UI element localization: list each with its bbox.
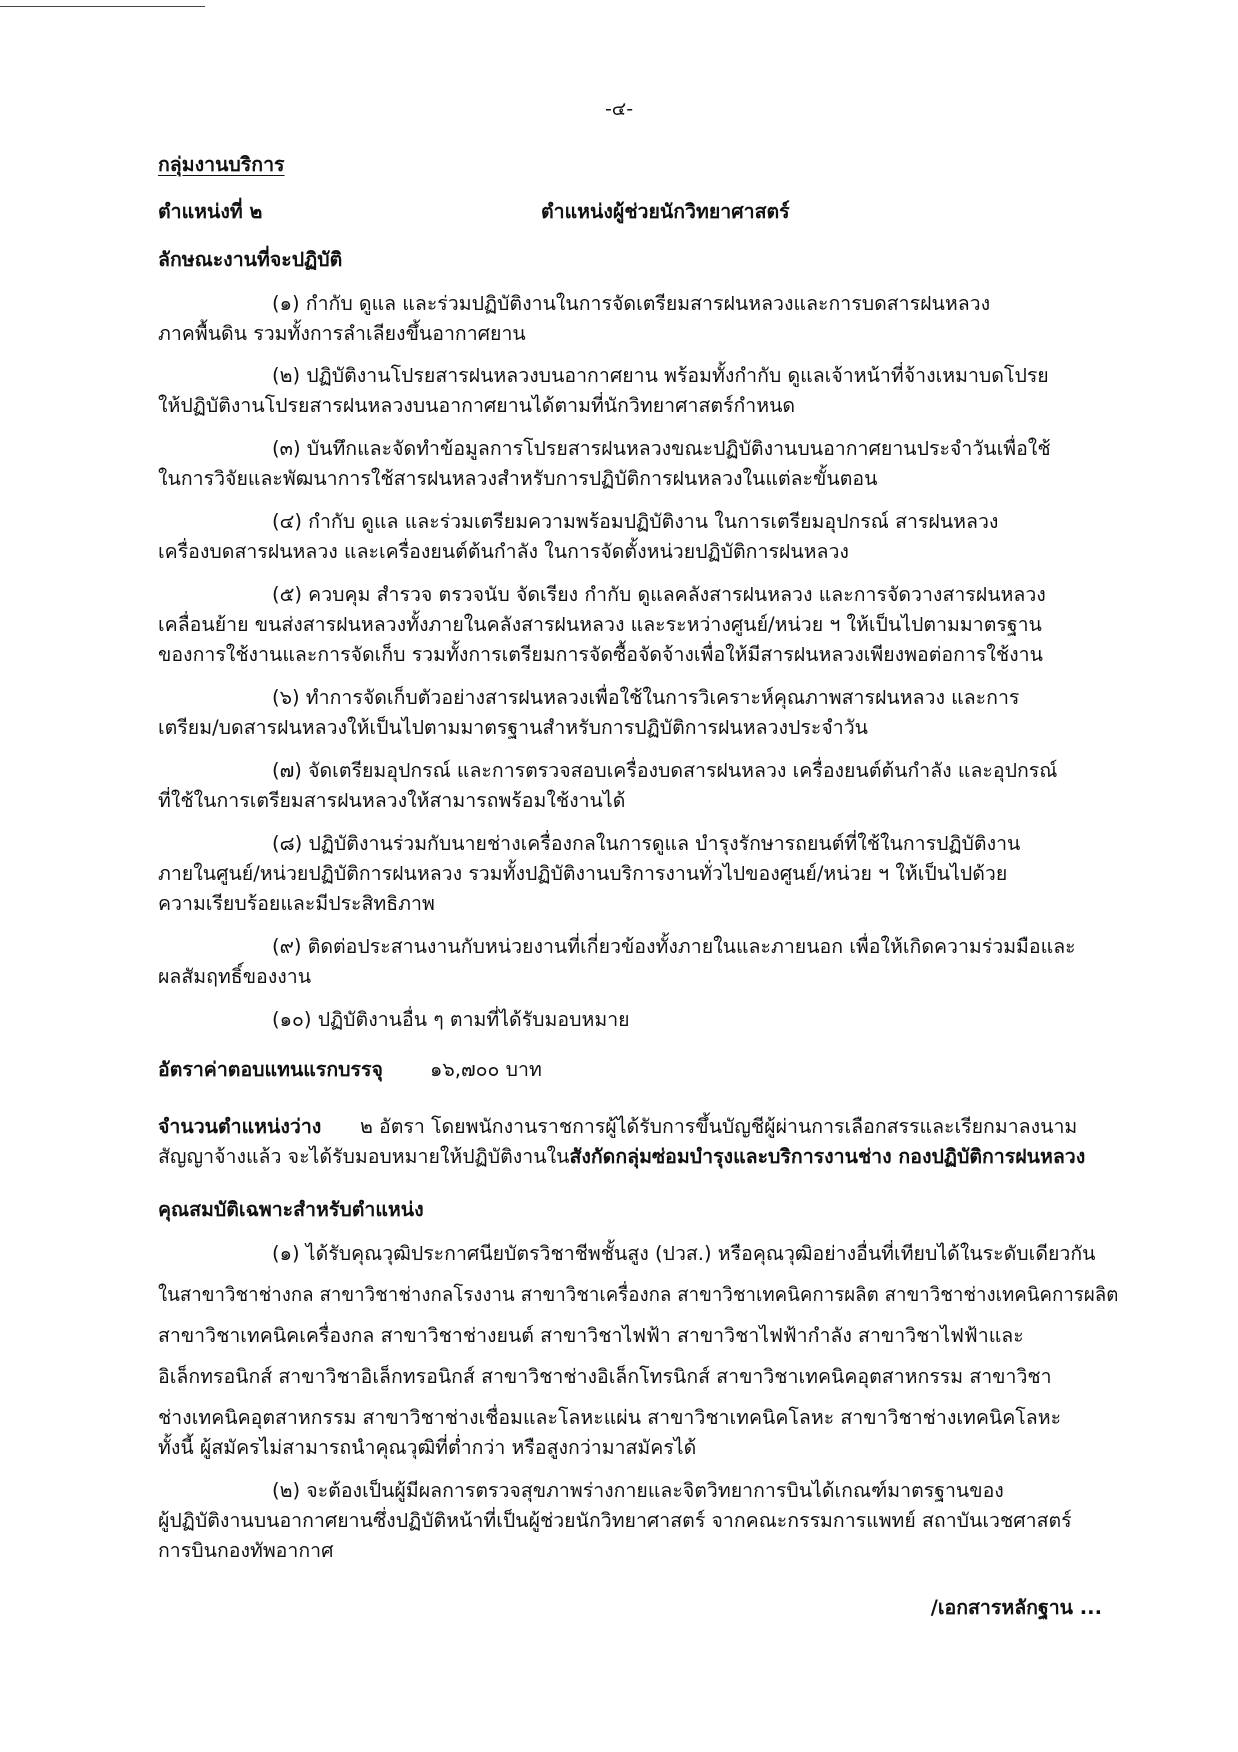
qualification-2-cont1: ผู้ปฏิบัติงานบนอากาศยานซึ่งปฏิบัติหน้าที่เป็นผู้ช่วยนักวิทยาศาสตร์ จากคณะกรรมการแพทย์ สถาบันเวชศาสตร์ bbox=[158, 1509, 1072, 1532]
duty-9: (๙) ติดต่อประสานงานกับหน่วยงานที่เกี่ยวข้องทั้งภายในและภายนอก เพื่อให้เกิดความร่วมมือและ bbox=[272, 935, 1076, 958]
qualification-2: (๒) จะต้องเป็นผู้มีผลการตรวจสุขภาพร่างกายและจิตวิทยาการบินได้เกณฑ์มาตรฐานของ bbox=[272, 1479, 1004, 1502]
duty-1-cont: ภาคพื้นดิน รวมทั้งการลำเลียงขึ้นอากาศยาน bbox=[158, 322, 526, 345]
vacancy-line-1: ๒ อัตรา โดยพนักงานราชการผู้ได้รับการขึ้นบัญชีผู้ผ่านการเลือกสรรและเรียกมาลงนาม bbox=[360, 1115, 1078, 1138]
duty-5: (๕) ควบคุม สำรวจ ตรวจนับ จัดเรียง กำกับ ดูแลคลังสารฝนหลวง และการจัดวางสารฝนหลวง bbox=[272, 583, 1046, 606]
qualification-1-cont1: ในสาขาวิชาช่างกล สาขาวิชาช่างกลโรงงาน สาขาวิชาเครื่องกล สาขาวิชาเทคนิคการผลิต สาขาวิชาช่างเทคนิคการผลิต bbox=[158, 1283, 1119, 1306]
scan-edge-line bbox=[0, 6, 205, 7]
continuation-note: /เอกสารหลักฐาน ... bbox=[930, 1596, 1102, 1619]
vacancy-label: จำนวนตำแหน่งว่าง bbox=[158, 1115, 322, 1138]
duty-6-cont: เตรียม/บดสารฝนหลวงให้เป็นไปตามมาตรฐานสำหรับการปฏิบัติการฝนหลวงประจำวัน bbox=[158, 716, 868, 739]
page-number: -๔- bbox=[604, 98, 634, 120]
qualification-1-cont2: สาขาวิชาเทคนิคเครื่องกล สาขาวิชาช่างยนต์ สาขาวิชาไฟฟ้า สาขาวิชาไฟฟ้ากำลัง สาขาวิชาไฟฟ้าและ bbox=[158, 1324, 1024, 1347]
qualification-2-cont2: การบินกองทัพอากาศ bbox=[158, 1539, 334, 1562]
duties-heading: ลักษณะงานที่จะปฏิบัติ bbox=[158, 248, 343, 271]
duty-7-cont: ที่ใช้ในการเตรียมสารฝนหลวงให้สามารถพร้อมใช้งานได้ bbox=[158, 789, 626, 812]
duty-8: (๘) ปฏิบัติงานร่วมกับนายช่างเครื่องกลในการดูแล บำรุงรักษารถยนต์ที่ใช้ในการปฏิบัติงาน bbox=[272, 832, 1021, 855]
duty-6: (๖) ทำการจัดเก็บตัวอย่างสารฝนหลวงเพื่อใช้ในการวิเคราะห์คุณภาพสารฝนหลวง และการ bbox=[272, 686, 1020, 709]
salary-label: อัตราค่าตอบแทนแรกบรรจุ bbox=[158, 1058, 383, 1081]
duty-2-cont: ให้ปฏิบัติงานโปรยสารฝนหลวงบนอากาศยานได้ตามที่นักวิทยาศาสตร์กำหนด bbox=[158, 394, 796, 417]
position-title: ตำแหน่งผู้ช่วยนักวิทยาศาสตร์ bbox=[541, 200, 790, 223]
qualifications-heading: คุณสมบัติเฉพาะสำหรับตำแหน่ง bbox=[158, 1198, 424, 1221]
salary-value: ๑๖,๗๐๐ บาท bbox=[430, 1058, 542, 1081]
duty-8-cont2: ความเรียบร้อยและมีประสิทธิภาพ bbox=[158, 892, 435, 915]
qualification-1-cont3: อิเล็กทรอนิกส์ สาขาวิชาอิเล็กทรอนิกส์ สาขาวิชาช่างอิเล็กโทรนิกส์ สาขาวิชาเทคนิคอุตสาหกรรม สาขาวิชา bbox=[158, 1365, 1052, 1388]
duty-9-cont: ผลสัมฤทธิ์ของงาน bbox=[158, 965, 312, 988]
qualification-1-cont4: ช่างเทคนิคอุตสาหกรรม สาขาวิชาช่างเชื่อมและโลหะแผ่น สาขาวิชาเทคนิคโลหะ สาขาวิชาช่างเทคนิคโลหะ bbox=[158, 1406, 1062, 1429]
position-label: ตำแหน่งที่ ๒ bbox=[158, 200, 263, 223]
duty-5-cont2: ของการใช้งานและการจัดเก็บ รวมทั้งการเตรียมการจัดซื้อจัดจ้างเพื่อให้มีสารฝนหลวงเพียงพอต่อการใช้งาน bbox=[158, 643, 1043, 666]
duty-4: (๔) กำกับ ดูแล และร่วมเตรียมความพร้อมปฏิบัติงาน ในการเตรียมอุปกรณ์ สารฝนหลวง bbox=[272, 510, 999, 533]
duty-10: (๑๐) ปฏิบัติงานอื่น ๆ ตามที่ได้รับมอบหมาย bbox=[272, 1008, 630, 1031]
duty-3-cont: ในการวิจัยและพัฒนาการใช้สารฝนหลวงสำหรับการปฏิบัติการฝนหลวงในแต่ละขั้นตอน bbox=[158, 467, 878, 490]
duty-2: (๒) ปฏิบัติงานโปรยสารฝนหลวงบนอากาศยาน พร้อมทั้งกำกับ ดูแลเจ้าหน้าที่จ้างเหมาบดโปรย bbox=[272, 364, 1049, 387]
vacancy-line-2 bbox=[158, 1143, 1085, 1171]
duty-7: (๗) จัดเตรียมอุปกรณ์ และการตรวจสอบเครื่องบดสารฝนหลวง เครื่องยนต์ต้นกำลัง และอุปกรณ์ bbox=[272, 759, 1058, 782]
duty-4-cont: เครื่องบดสารฝนหลวง และเครื่องยนต์ต้นกำลัง ในการจัดตั้งหน่วยปฏิบัติการฝนหลวง bbox=[158, 540, 849, 563]
vacancy-line-2-bold: สังกัดกลุ่มซ่อมบำรุงและบริการงานช่าง กองปฏิบัติการฝนหลวง bbox=[569, 1145, 1086, 1168]
duty-1: (๑) กำกับ ดูแล และร่วมปฏิบัติงานในการจัดเตรียมสารฝนหลวงและการบดสารฝนหลวง bbox=[272, 292, 991, 315]
duty-3: (๓) บันทึกและจัดทำข้อมูลการโปรยสารฝนหลวงขณะปฏิบัติงานบนอากาศยานประจำวันเพื่อใช้ bbox=[272, 437, 1051, 460]
qualification-1-cont5: ทั้งนี้ ผู้สมัครไม่สามารถนำคุณวุฒิที่ต่ำกว่า หรือสูงกว่ามาสมัครได้ bbox=[158, 1436, 697, 1459]
qualification-1: (๑) ได้รับคุณวุฒิประกาศนียบัตรวิชาชีพชั้นสูง (ปวส.) หรือคุณวุฒิอย่างอื่นที่เทียบได้ในระดับเดียวกัน bbox=[272, 1242, 1096, 1265]
duty-5-cont1: เคลื่อนย้าย ขนส่งสารฝนหลวงทั้งภายในคลังสารฝนหลวง และระหว่างศูนย์/หน่วย ฯ ให้เป็นไปตามมาตรฐาน bbox=[158, 613, 1042, 636]
vacancy-line-2-normal: สัญญาจ้างแล้ว จะได้รับมอบหมายให้ปฏิบัติงานใน bbox=[158, 1145, 570, 1168]
group-heading: กลุ่มงานบริการ bbox=[158, 153, 285, 176]
duty-8-cont1: ภายในศูนย์/หน่วยปฏิบัติการฝนหลวง รวมทั้งปฏิบัติงานบริการงานทั่วไปของศูนย์/หน่วย ฯ ให้เป็นไปด้วย bbox=[158, 862, 1008, 885]
